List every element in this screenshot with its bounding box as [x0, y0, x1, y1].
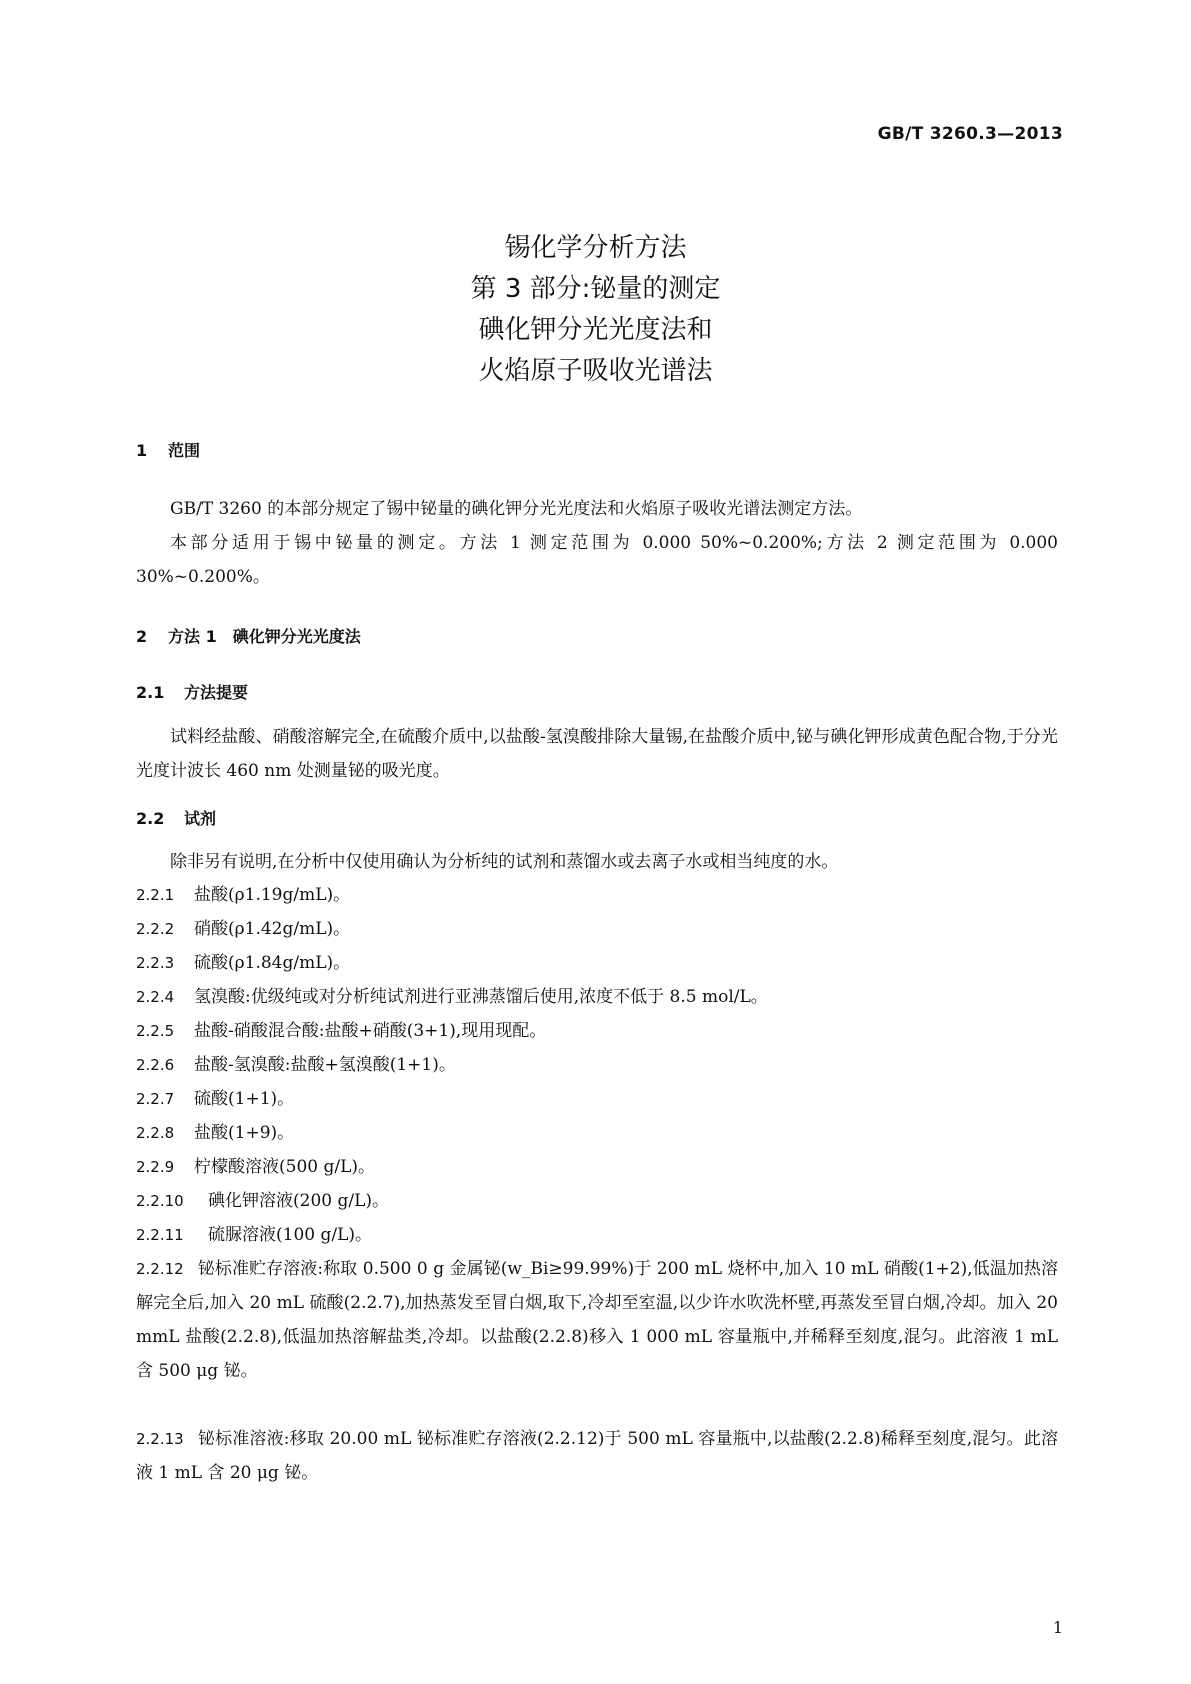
item-text: 硝酸(ρ1.42g/mL)。 — [194, 919, 351, 939]
section-1-heading — [136, 438, 200, 461]
reagent-item — [136, 1184, 1058, 1218]
page-number: 1 — [1052, 1618, 1063, 1637]
item-text: 碘化钾溶液(200 g/L)。 — [208, 1191, 390, 1211]
item-text: 硫脲溶液(100 g/L)。 — [208, 1225, 373, 1245]
item-number: 2.2.10 — [136, 1192, 184, 1210]
item-text: 盐酸(ρ1.19g/mL)。 — [194, 885, 351, 905]
method-summary-paragraph: 试料经盐酸、硝酸溶解完全,在硫酸介质中,以盐酸-氢溴酸排除大量锡,在盐酸介质中,铋与碘化钾形成黄色配合物,于分光光度计波长 460 nm 处测量铋的吸光度。 — [136, 727, 1058, 781]
reagent-item — [136, 912, 1058, 946]
item-text: 硫酸(1+1)。 — [194, 1089, 295, 1109]
item-number: 2.2.11 — [136, 1226, 184, 1244]
subsection-title: 试剂 — [184, 809, 217, 828]
item-text: 柠檬酸溶液(500 g/L)。 — [194, 1157, 376, 1177]
reagents-intro-paragraph: 除非另有说明,在分析中仅使用确认为分析纯的试剂和蒸馏水或去离子水或相当纯度的水。 — [170, 852, 839, 872]
subsection-number: 2.2 — [136, 809, 165, 828]
reagent-item — [136, 1014, 1058, 1048]
reagent-item — [136, 1082, 1058, 1116]
section-2-2-heading — [136, 806, 216, 829]
item-text: 盐酸-氢溴酸:盐酸+氢溴酸(1+1)。 — [194, 1055, 456, 1075]
item-number: 2.2.1 — [136, 886, 175, 904]
item-number: 2.2.5 — [136, 1022, 175, 1040]
title-line-2: 第 3 部分:铋量的测定 — [470, 274, 721, 304]
section-number: 1 — [136, 441, 148, 460]
title-line-3: 碘化钾分光光度法和 — [478, 315, 713, 345]
item-text: 铋标准贮存溶液:称取 0.500 0 g 金属铋(w_Bi≥99.99%)于 200 mL 烧杯中,加入 10 mL 硝酸(1+2),低温加热溶解完全后,加入 20 mL 硫酸(2.2.7),加热蒸发至冒白烟,取下,冷却至室温,以少许水吹洗杯壁,再蒸发至冒白烟,冷却。加入 20 mmL 盐酸(2.2.8),低温加热溶解盐类,冷却。以盐酸(2.2.8)移入 1 000 mL 容量瓶中,并稀释至刻度,混匀。此溶液 1 mL 含 500 μg 铋。 — [136, 1259, 1058, 1381]
item-number: 2.2.12 — [136, 1260, 184, 1278]
item-text: 铋标准溶液:移取 20.00 mL 铋标准贮存溶液(2.2.12)于 500 mL 容量瓶中,以盐酸(2.2.8)稀释至刻度,混匀。此溶液 1 mL 含 20 μg 铋。 — [136, 1429, 1058, 1483]
scope-paragraph-2: 本部分适用于锡中铋量的测定。方法 1 测定范围为 0.000 50%~0.200%;方法 2 测定范围为 0.000 30%~0.200%。 — [136, 533, 1058, 587]
item-number: 2.2.6 — [136, 1056, 175, 1074]
item-number: 2.2.9 — [136, 1158, 175, 1176]
item-number: 2.2.2 — [136, 920, 175, 938]
reagent-item — [136, 1116, 1058, 1150]
subsection-title: 方法提要 — [184, 683, 249, 702]
subsection-number: 2.1 — [136, 683, 165, 702]
title-line-1: 锡化学分析方法 — [504, 233, 687, 263]
reagent-item — [136, 1252, 1058, 1388]
section-number: 2 — [136, 627, 148, 646]
item-text: 氢溴酸:优级纯或对分析纯试剂进行亚沸蒸馏后使用,浓度不低于 8.5 mol/L。 — [194, 987, 768, 1007]
document-title — [0, 228, 1191, 392]
item-number: 2.2.4 — [136, 988, 175, 1006]
item-text: 硫酸(ρ1.84g/mL)。 — [194, 953, 351, 973]
reagent-item — [136, 1422, 1058, 1490]
item-text: 盐酸-硝酸混合酸:盐酸+硝酸(3+1),现用现配。 — [194, 1021, 547, 1041]
reagent-item — [136, 878, 1058, 912]
reagent-item — [136, 1150, 1058, 1184]
scope-paragraph-1: GB/T 3260 的本部分规定了锡中铋量的碘化钾分光光度法和火焰原子吸收光谱法测定方法。 — [170, 499, 863, 519]
reagent-item — [136, 1218, 1058, 1252]
section-title: 范围 — [168, 441, 201, 460]
item-number: 2.2.7 — [136, 1090, 175, 1108]
section-2-1-heading — [136, 680, 248, 703]
item-text: 盐酸(1+9)。 — [194, 1123, 295, 1143]
section-title: 方法 1 碘化钾分光光度法 — [168, 627, 361, 646]
reagent-item — [136, 980, 1058, 1014]
title-line-4: 火焰原子吸收光谱法 — [478, 356, 713, 386]
section-2-heading — [136, 624, 361, 647]
reagent-item — [136, 1048, 1058, 1082]
item-number: 2.2.8 — [136, 1124, 175, 1142]
item-number: 2.2.3 — [136, 954, 175, 972]
reagent-item — [136, 946, 1058, 980]
item-number: 2.2.13 — [136, 1430, 184, 1448]
standard-code: GB/T 3260.3—2013 — [877, 124, 1063, 144]
